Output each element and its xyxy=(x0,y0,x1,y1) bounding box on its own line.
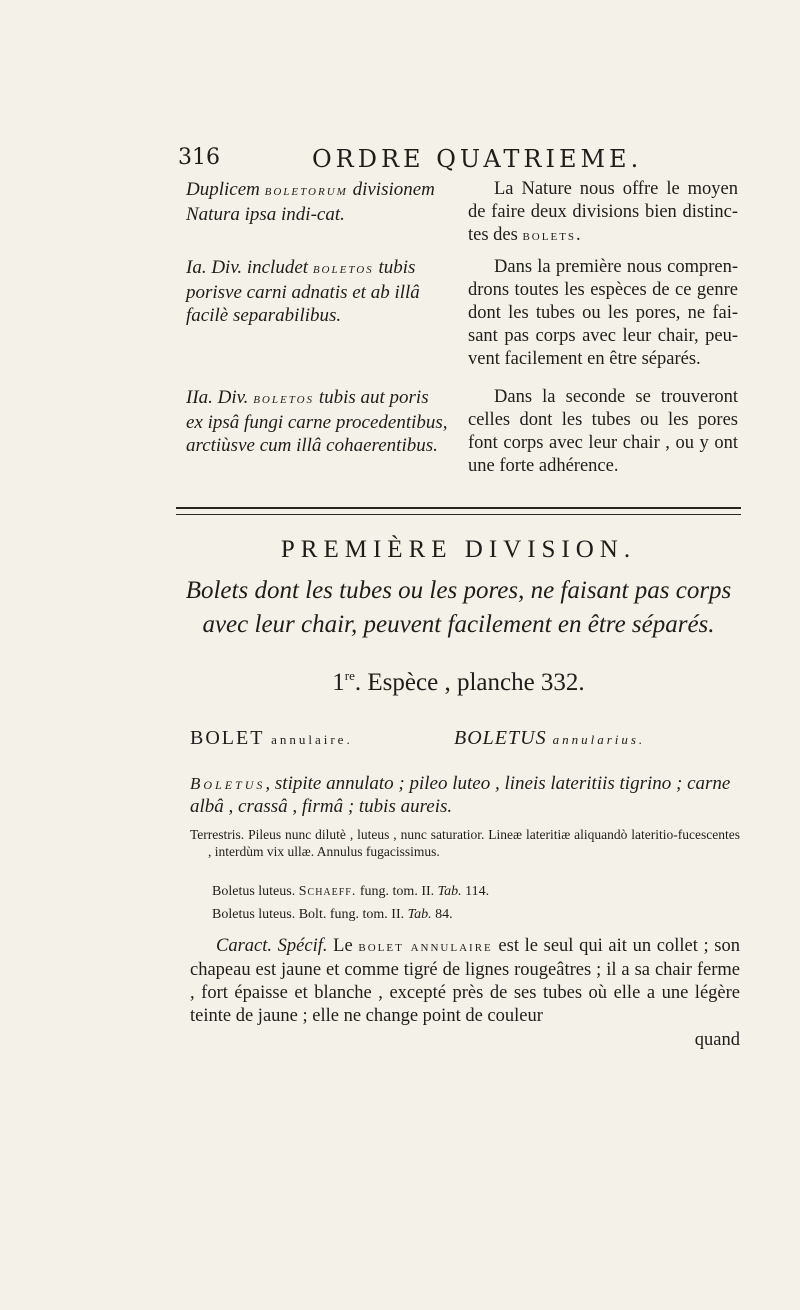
french-name-epithet: annulaire. xyxy=(271,732,353,747)
caract-text: est le seul qui ait un collet ; son chapeau est jaune et comme tigré de lignes rougeâtres ; il a sa chair ferme , fort épaisse et blanche , excepté près de ses tubes où elle a une légère teinte de jaune ; elle ne change point de couleur xyxy=(190,936,740,1026)
latin-division-1 xyxy=(186,256,448,327)
latin-name-main: BOLETUS xyxy=(454,727,553,749)
latin-smallcaps: boletos xyxy=(253,391,315,407)
species-ordinal: re xyxy=(344,668,355,683)
french-name-main: BOLET xyxy=(190,727,272,749)
caract-label: Caract. Spécif. xyxy=(216,936,328,956)
division-subtitle: Bolets dont les tubes ou les pores, ne faisant pas corps avec leur chair, peuvent facilement en être séparés. xyxy=(185,577,732,638)
habitat-note xyxy=(190,826,740,860)
ref-text: Boletus luteus. xyxy=(212,884,299,899)
caract-text: Le xyxy=(327,936,359,956)
section-rule xyxy=(176,507,741,515)
diagnosis-lead: Boletus xyxy=(190,774,266,793)
latin-smallcaps: boletos xyxy=(312,261,374,277)
ref-tab: Tab. xyxy=(407,907,432,922)
french-division-2: Dans la seconde se trouveront celles dont les tubes ou les pores font corps avec leur chair , ou y ont une forte adhérence. xyxy=(468,387,738,476)
latin-text: tubis aut poris ex ipsâ fungi carne procedentibus, arctiùsve cum illâ cohaerentibus. xyxy=(186,387,448,456)
latin-diagnosis xyxy=(190,772,740,818)
ref-author: Schaeff. xyxy=(298,884,357,899)
species-plate: . Espèce , planche 332. xyxy=(354,669,585,696)
running-title: ORDRE QUATRIEME. xyxy=(312,145,643,173)
latin-smallcaps: boletorum xyxy=(264,183,348,199)
ref-num: 84. xyxy=(431,907,453,922)
references xyxy=(212,880,742,926)
specific-characters xyxy=(190,935,740,1028)
latin-intro xyxy=(186,178,448,226)
french-text: . xyxy=(576,225,581,245)
latin-division-2 xyxy=(186,386,448,457)
latin-text: tubis porisve carni adnatis et ab illâ facilè separabilibus. xyxy=(186,257,420,326)
ref-text: Boletus luteus. Bolt. fung. tom. II. xyxy=(212,907,408,922)
species-heading xyxy=(176,668,741,697)
latin-name xyxy=(454,727,645,750)
ref-num: 114. xyxy=(461,884,490,899)
latin-text: divisionem Natura ipsa indi-cat. xyxy=(186,179,435,225)
species-number: 1 xyxy=(332,669,345,696)
division-title: PREMIÈRE DIVISION. xyxy=(280,536,637,563)
catchword: quand xyxy=(694,1030,740,1050)
french-smallcaps: bolets xyxy=(522,228,577,244)
latin-text: Ia. Div. includet xyxy=(186,257,313,278)
running-head xyxy=(178,145,738,175)
habitat-text: Terrestris. Pileus nunc dilutè , luteus , nunc saturatior. Lineæ lateritiæ aliquandò lateritio-fucescentes , interdùm vix ullæ. Annulus fugacissimus. xyxy=(190,827,740,859)
french-division-1: Dans la première nous compren-drons toutes les espèces de ce genre dont les tubes ou les pores, ne fai-sant pas corps avec leur chair, peu-vent facilement en être séparés. xyxy=(468,257,738,369)
diagnosis-text: , stipite annulato ; pileo luteo , lineis lateritiis tigrino ; carne albâ , crassâ , firmâ ; tubis aureis. xyxy=(190,773,731,817)
ref-text: fung. tom. II. xyxy=(356,884,438,899)
reference-item xyxy=(212,903,742,926)
caract-smallcaps: bolet annulaire xyxy=(358,939,493,955)
french-name xyxy=(190,727,353,750)
page-number: 316 xyxy=(178,145,220,170)
french-intro xyxy=(468,178,738,248)
latin-name-epithet: annularius. xyxy=(552,732,646,747)
ref-tab: Tab. xyxy=(437,884,462,899)
latin-text: IIa. Div. xyxy=(186,387,254,408)
latin-text: Duplicem xyxy=(186,179,265,200)
reference-item xyxy=(212,880,742,903)
french-text: La Nature nous offre le moyen de faire deux divisions bien distinc-tes des xyxy=(468,179,738,245)
